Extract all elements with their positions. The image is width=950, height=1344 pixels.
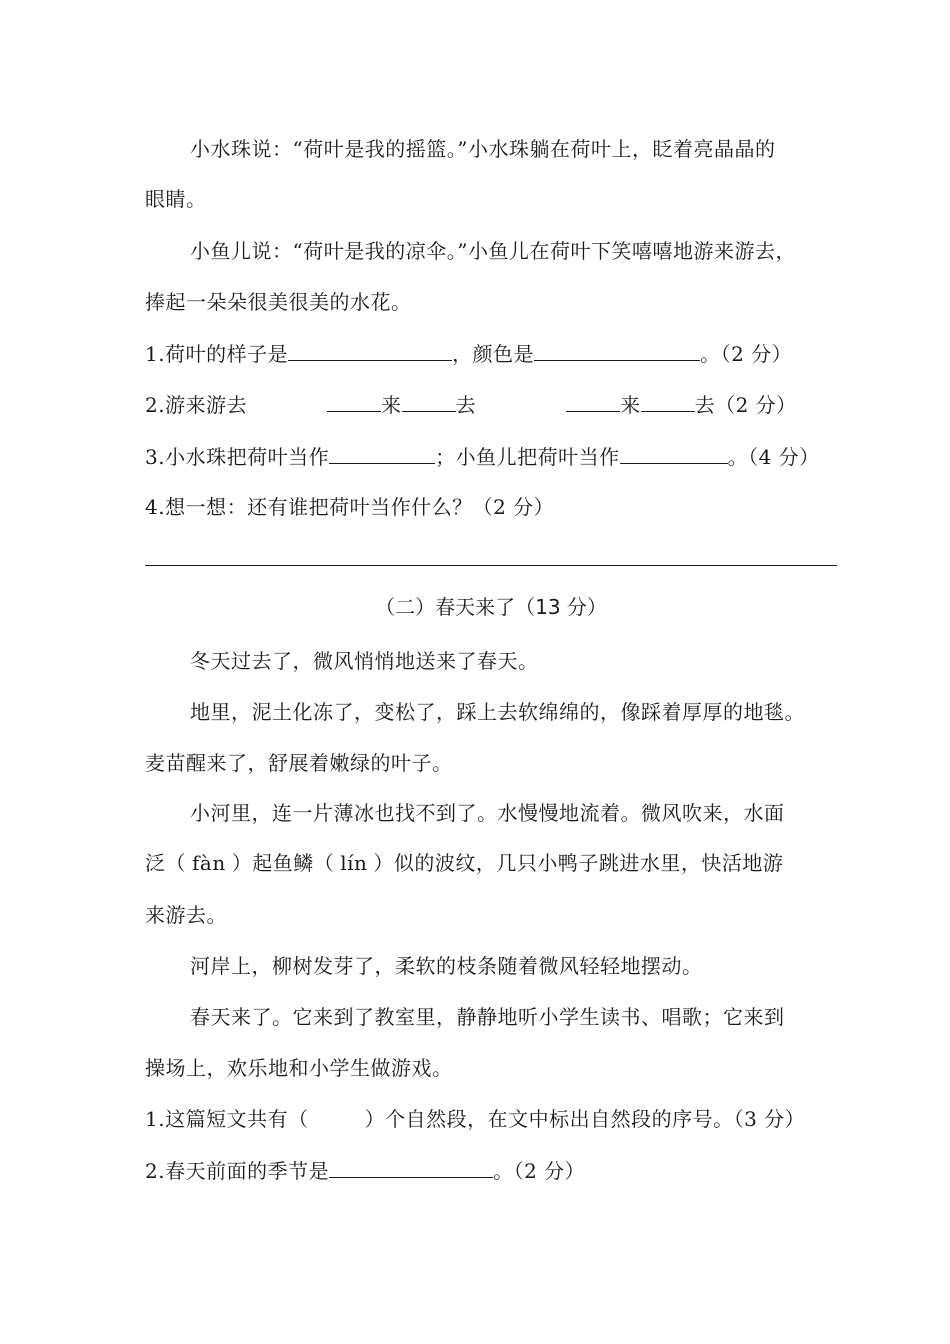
q2-1-text-b: ）个自然段，在文中标出自然段的序号。（3 分）	[364, 1107, 806, 1131]
answer-blank[interactable]	[329, 443, 435, 464]
answer-blank[interactable]	[288, 340, 452, 361]
question-1-1	[145, 340, 845, 367]
q3-text-c: 。（4 分）	[727, 445, 820, 469]
q1-text-b: ，颜色是	[452, 342, 535, 366]
answer-blank[interactable]	[566, 391, 620, 412]
q3-text-b: ；小鱼儿把荷叶当作	[435, 445, 620, 469]
q1-text-c: 。（2 分）	[700, 342, 793, 366]
passage2-p3-line1: 小河里，连一片薄冰也找不到了。水慢慢地流着。微风吹来，水面	[190, 801, 785, 825]
passage1-para2-line2: 捧起一朵朵很美很美的水花。	[145, 290, 412, 314]
answer-blank[interactable]	[534, 340, 700, 361]
q2-qu-1: 去	[455, 393, 477, 417]
q2-1-text-a: 1.这篇短文共有（	[145, 1107, 309, 1131]
q2-2-text-b: 。（2 分）	[493, 1159, 586, 1183]
answer-blank[interactable]	[641, 391, 695, 412]
pinyin-lin: lín	[340, 851, 368, 875]
q2-lai-2: 来	[620, 393, 641, 417]
passage1-para1-line2: 眼睛。	[145, 187, 207, 211]
passage2-p1: 冬天过去了，微风悄悄地送来了春天。	[190, 649, 539, 673]
passage2-p3-line2	[145, 850, 845, 876]
question-2-1	[145, 1106, 845, 1132]
passage2-p2-line1: 地里，泥土化冻了，变松了，踩上去软绵绵的，像踩着厚厚的地毯。	[190, 700, 805, 724]
question-1-3	[145, 443, 845, 470]
section-title: （二）春天来了（13 分）	[375, 595, 607, 619]
p3-text-a: 泛（	[145, 851, 186, 875]
passage2-p5-line2: 操场上，欢乐地和小学生做游戏。	[145, 1056, 453, 1080]
p3-text-b: ）起鱼鳞（	[231, 851, 335, 875]
q2-lai-1: 来	[381, 393, 402, 417]
passage2-p2-line2: 麦苗醒来了，舒展着嫩绿的叶子。	[145, 751, 453, 775]
q1-text-a: 1.荷叶的样子是	[145, 342, 289, 366]
answer-blank[interactable]	[620, 443, 728, 464]
q2-text-a: 2.游来游去	[145, 393, 248, 417]
q2-qu-2: 去（2 分）	[694, 393, 797, 417]
question-1-2	[145, 391, 845, 418]
passage2-p5-line1: 春天来了。它来到了教室里，静静地听小学生读书、唱歌；它来到	[190, 1005, 785, 1029]
answer-blank[interactable]	[329, 1157, 493, 1178]
pinyin-fan: fàn	[192, 851, 226, 875]
question-2-2	[145, 1157, 845, 1184]
passage2-p3-line3: 来游去。	[145, 903, 227, 927]
q3-text-a: 3.小水珠把荷叶当作	[145, 445, 330, 469]
passage1-para1-line1: 小水珠说：“荷叶是我的摇篮。”小水珠躺在荷叶上，眨着亮晶晶的	[190, 137, 776, 161]
q2-2-text-a: 2.春天前面的季节是	[145, 1159, 330, 1183]
question-1-4: 4.想一想：还有谁把荷叶当作什么？（2 分）	[145, 495, 555, 519]
p3-text-c: ）似的波纹，几只小鸭子跳进水里，快活地游	[373, 851, 784, 875]
passage1-para2-line1: 小鱼儿说：“荷叶是我的凉伞。”小鱼儿在荷叶下笑嘻嘻地游来游去，	[190, 239, 796, 263]
answer-line[interactable]	[145, 565, 837, 566]
answer-blank[interactable]	[327, 391, 381, 412]
passage2-p4: 河岸上，柳树发芽了，柔软的枝条随着微风轻轻地摆动。	[190, 954, 703, 978]
answer-blank[interactable]	[402, 391, 456, 412]
